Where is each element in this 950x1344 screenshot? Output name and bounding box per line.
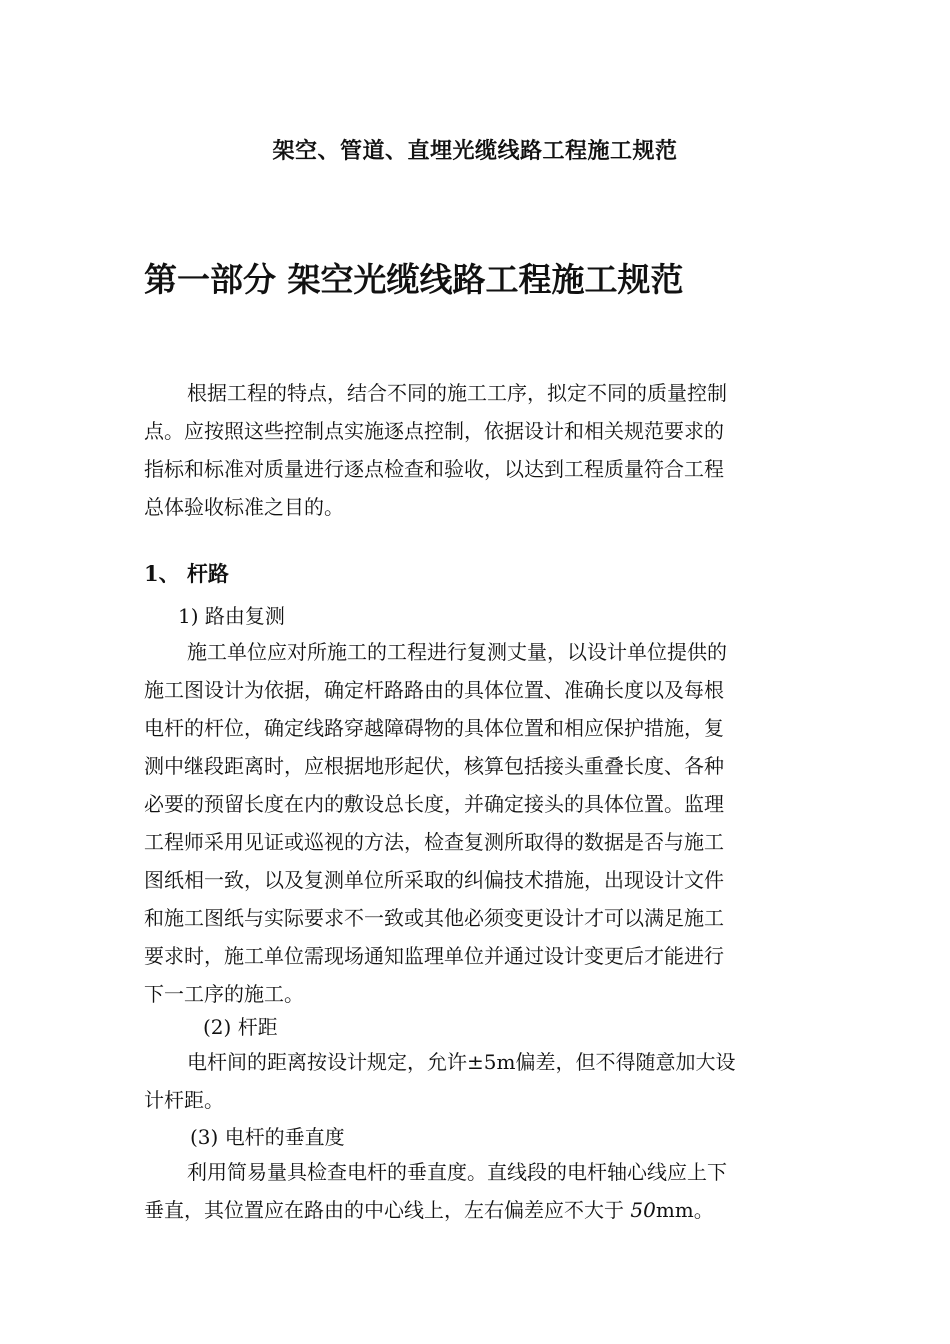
paragraph-line: 图纸相一致，以及复测单位所采取的纠偏技术措施，出现设计文件 [144, 868, 724, 892]
paragraph-line: 指标和标准对质量进行逐点检查和验收，以达到工程质量符合工程 [144, 457, 724, 481]
paragraph-line: 电杆间的距离按设计规定，允许±5m偏差，但不得随意加大设 [187, 1050, 736, 1074]
paragraph-line: 施工图设计为依据，确定杆路路由的具体位置、准确长度以及每根 [144, 678, 724, 702]
paragraph-line: 总体验收标准之目的。 [144, 495, 344, 519]
paragraph-line: 电杆的杆位，确定线路穿越障碍物的具体位置和相应保护措施，复 [144, 716, 724, 740]
text-run: 垂直，其位置应在路由的中心线上，左右偏差应不大于 [144, 1198, 631, 1222]
item2-paragraph [144, 1043, 808, 1119]
document-title: 架空、管道、直埋光缆线路工程施工规范 [272, 138, 678, 164]
text-run: mm。 [655, 1198, 714, 1222]
item1-paragraph [144, 633, 808, 1013]
section-title: 1、 杆路 [144, 561, 229, 586]
item-heading: 1) 路由复测 [178, 604, 285, 628]
paragraph-line [144, 1191, 808, 1229]
paragraph-line: 下一工序的施工。 [144, 982, 304, 1006]
item-heading: (2) 杆距 [203, 1015, 278, 1039]
paragraph-line: 测中继段距离时，应根据地形起伏，核算包括接头重叠长度、各种 [144, 754, 724, 778]
paragraph-line: 点。应按照这些控制点实施逐点控制，依据设计和相关规范要求的 [144, 419, 724, 443]
paragraph-line: 工程师采用见证或巡视的方法，检查复测所取得的数据是否与施工 [144, 830, 724, 854]
paragraph-line: 利用简易量具检查电杆的垂直度。直线段的电杆轴心线应上下 [187, 1160, 727, 1184]
part-title: 第一部分 架空光缆线路工程施工规范 [144, 260, 684, 299]
intro-paragraph [144, 374, 808, 526]
item-heading: (3) 电杆的垂直度 [190, 1125, 345, 1149]
paragraph-line: 和施工图纸与实际要求不一致或其他必须变更设计才可以满足施工 [144, 906, 724, 930]
paragraph-line: 根据工程的特点，结合不同的施工工序，拟定不同的质量控制 [187, 381, 727, 405]
paragraph-line: 施工单位应对所施工的工程进行复测丈量，以设计单位提供的 [187, 640, 727, 664]
item3-paragraph [144, 1153, 808, 1229]
measurement-value: 50 [630, 1198, 656, 1222]
paragraph-line: 必要的预留长度在内的敷设总长度，并确定接头的具体位置。监理 [144, 792, 724, 816]
paragraph-line: 计杆距。 [144, 1088, 224, 1112]
paragraph-line: 要求时，施工单位需现场通知监理单位并通过设计变更后才能进行 [144, 944, 724, 968]
